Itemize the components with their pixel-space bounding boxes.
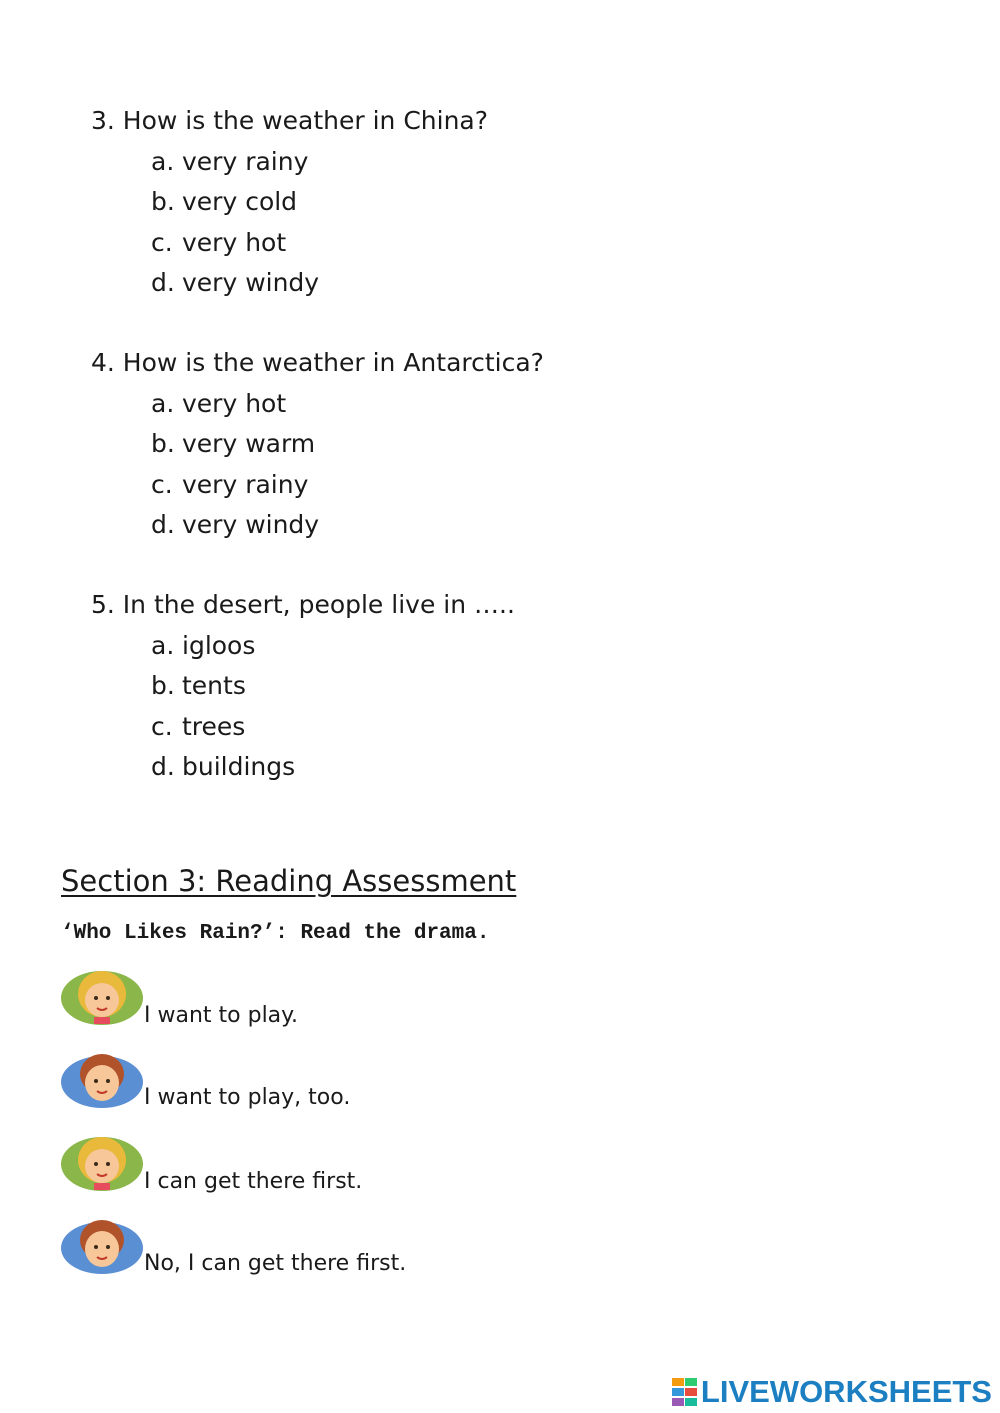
section-title: Section 3: Reading Assessment bbox=[61, 864, 517, 898]
option-text: trees bbox=[182, 711, 246, 741]
option-item bbox=[151, 631, 515, 661]
liveworksheets-logo bbox=[672, 1374, 992, 1410]
option-text: very windy bbox=[182, 268, 320, 297]
question-text: 5. In the desert, people live in ….. bbox=[91, 590, 515, 619]
option-item bbox=[151, 712, 515, 742]
options-list bbox=[91, 631, 515, 783]
girl-face-icon bbox=[60, 966, 144, 1030]
option-text: very cold bbox=[182, 187, 298, 216]
option-item bbox=[151, 671, 515, 701]
option-item bbox=[151, 187, 488, 217]
option-text: very warm bbox=[182, 429, 316, 458]
drama-line-text: I can get there first. bbox=[144, 1169, 363, 1194]
option-letter: b. bbox=[151, 187, 175, 216]
option-text: very hot bbox=[182, 388, 287, 418]
option-letter: d. bbox=[151, 752, 175, 781]
drama-line-text: No, I can get there first. bbox=[144, 1251, 407, 1276]
option-item bbox=[151, 510, 544, 540]
option-item bbox=[151, 268, 488, 298]
option-text: tents bbox=[182, 671, 246, 700]
option-text: very hot bbox=[182, 227, 287, 257]
options-list bbox=[91, 389, 544, 541]
option-letter: b. bbox=[151, 429, 175, 458]
boy-face-icon bbox=[60, 1214, 144, 1278]
question-text: 4. How is the weather in Antarctica? bbox=[91, 348, 544, 377]
option-item bbox=[151, 389, 544, 419]
option-text: very windy bbox=[182, 510, 320, 539]
boy-face-icon bbox=[60, 1048, 144, 1112]
option-letter: a. bbox=[151, 388, 175, 418]
option-letter: c. bbox=[151, 469, 173, 499]
liveworksheets-blocks-icon bbox=[672, 1378, 698, 1406]
option-text: very rainy bbox=[182, 469, 309, 499]
drama-line-text: I want to play. bbox=[144, 1003, 299, 1028]
option-item bbox=[151, 429, 544, 459]
drama-instruction: ‘Who Likes Rain?’: Read the drama. bbox=[61, 922, 490, 945]
option-text: igloos bbox=[182, 630, 256, 660]
option-item bbox=[151, 147, 488, 177]
option-letter: c. bbox=[151, 227, 173, 257]
question-text: 3. How is the weather in China? bbox=[91, 106, 488, 135]
option-item bbox=[151, 752, 515, 782]
drama-line-text: I want to play, too. bbox=[144, 1085, 351, 1110]
option-letter: d. bbox=[151, 510, 175, 539]
question-3 bbox=[91, 106, 488, 298]
options-list bbox=[91, 147, 488, 299]
option-item bbox=[151, 228, 488, 258]
option-letter: c. bbox=[151, 711, 173, 741]
question-4 bbox=[91, 348, 544, 540]
option-letter: a. bbox=[151, 146, 175, 176]
question-5 bbox=[91, 590, 515, 782]
logo-text: LIVEWORKSHEETS bbox=[700, 1374, 992, 1409]
option-letter: d. bbox=[151, 268, 175, 297]
option-item bbox=[151, 470, 544, 500]
girl-face-icon bbox=[60, 1132, 144, 1196]
option-text: buildings bbox=[182, 752, 296, 781]
option-letter: b. bbox=[151, 671, 175, 700]
option-text: very rainy bbox=[182, 146, 309, 176]
option-letter: a. bbox=[151, 630, 175, 660]
